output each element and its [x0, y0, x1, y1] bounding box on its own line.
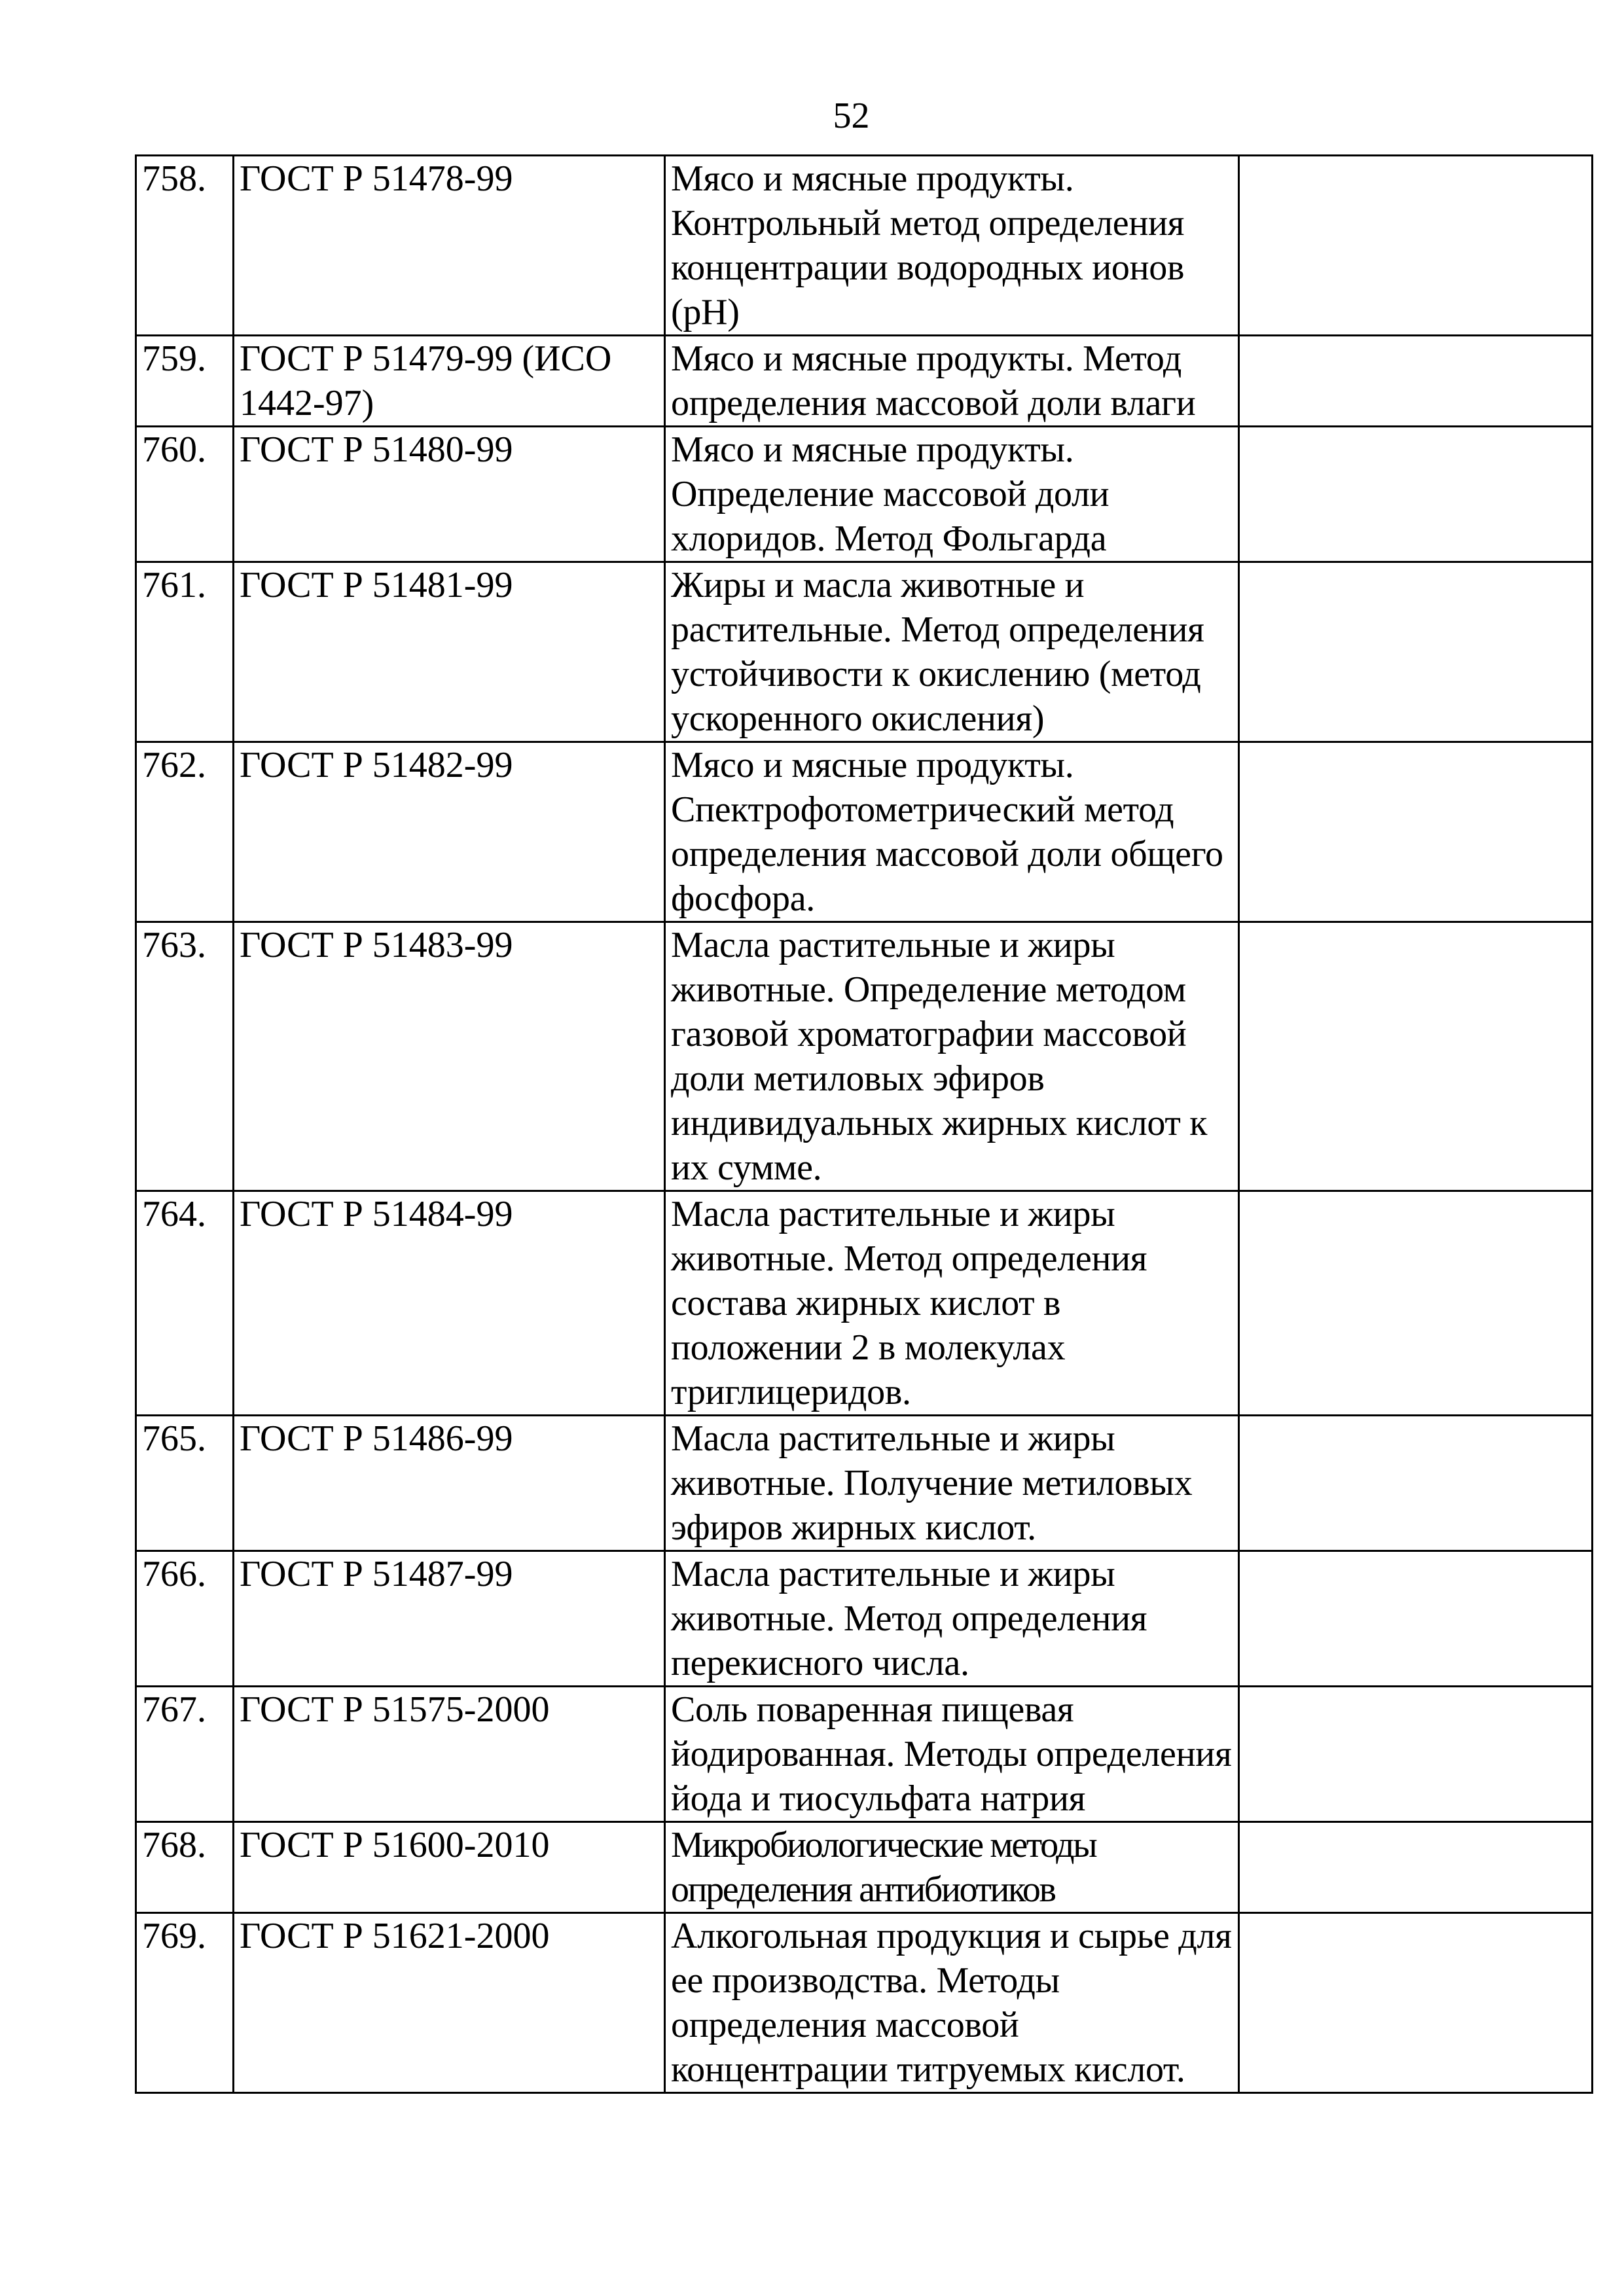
standard-title: Масла растительные и жиры животные. Определение методом газовой хроматографии массовой доли метиловых эфиров индивидуальных жирных кислот к их сумме.: [665, 922, 1239, 1191]
standard-code: ГОСТ Р 51621-2000: [234, 1913, 665, 2093]
standard-code: ГОСТ Р 51479-99 (ИСО 1442-97): [234, 336, 665, 427]
note-cell: [1239, 1551, 1593, 1687]
note-cell: [1239, 427, 1593, 562]
row-number: 761.: [136, 562, 234, 742]
standard-title: Мясо и мясные продукты. Метод определения массовой доли влаги: [665, 336, 1239, 427]
standard-title: Жиры и масла животные и растительные. Метод определения устойчивости к окислению (метод ускоренного окисления): [665, 562, 1239, 742]
row-number: 763.: [136, 922, 234, 1191]
row-number: 767.: [136, 1687, 234, 1822]
note-cell: [1239, 336, 1593, 427]
table-row: [136, 336, 1593, 427]
table-row: [136, 1416, 1593, 1551]
table-row: [136, 922, 1593, 1191]
row-number: 760.: [136, 427, 234, 562]
standard-code: ГОСТ Р 51483-99: [234, 922, 665, 1191]
standard-code: ГОСТ Р 51484-99: [234, 1191, 665, 1416]
row-number: 765.: [136, 1416, 234, 1551]
standard-title: Мясо и мясные продукты. Спектрофотометрический метод определения массовой доли общего фосфора.: [665, 742, 1239, 922]
standard-code: ГОСТ Р 51600-2010: [234, 1822, 665, 1913]
standard-title: Мясо и мясные продукты. Определение массовой доли хлоридов. Метод Фольгарда: [665, 427, 1239, 562]
standard-title: Микробиологические методы определения антибиотиков: [665, 1822, 1239, 1913]
standard-title: Масла растительные и жиры животные. Метод определения состава жирных кислот в положении 2 в молекулах триглицеридов.: [665, 1191, 1239, 1416]
standard-code: ГОСТ Р 51487-99: [234, 1551, 665, 1687]
standard-code: ГОСТ Р 51575-2000: [234, 1687, 665, 1822]
table-row: [136, 1822, 1593, 1913]
table-row: [136, 562, 1593, 742]
note-cell: [1239, 1687, 1593, 1822]
note-cell: [1239, 562, 1593, 742]
note-cell: [1239, 1913, 1593, 2093]
row-number: 759.: [136, 336, 234, 427]
note-cell: [1239, 1822, 1593, 1913]
standard-title: Соль поваренная пищевая йодированная. Методы определения йода и тиосульфата натрия: [665, 1687, 1239, 1822]
table-row: [136, 1687, 1593, 1822]
row-number: 764.: [136, 1191, 234, 1416]
note-cell: [1239, 1191, 1593, 1416]
note-cell: [1239, 1416, 1593, 1551]
standards-table: [135, 154, 1593, 2094]
table-row: [136, 1551, 1593, 1687]
row-number: 758.: [136, 156, 234, 336]
row-number: 768.: [136, 1822, 234, 1913]
table-row: [136, 156, 1593, 336]
note-cell: [1239, 742, 1593, 922]
standard-title: Мясо и мясные продукты. Контрольный метод определения концентрации водородных ионов (pH): [665, 156, 1239, 336]
table-row: [136, 742, 1593, 922]
standard-code: ГОСТ Р 51478-99: [234, 156, 665, 336]
standard-title: Масла растительные и жиры животные. Метод определения перекисного числа.: [665, 1551, 1239, 1687]
note-cell: [1239, 922, 1593, 1191]
standard-title: Масла растительные и жиры животные. Получение метиловых эфиров жирных кислот.: [665, 1416, 1239, 1551]
standard-title: Алкогольная продукция и сырье для ее производства. Методы определения массовой концентрации титруемых кислот.: [665, 1913, 1239, 2093]
standard-code: ГОСТ Р 51482-99: [234, 742, 665, 922]
table-row: [136, 1191, 1593, 1416]
standard-code: ГОСТ Р 51480-99: [234, 427, 665, 562]
row-number: 766.: [136, 1551, 234, 1687]
page-number: 52: [833, 96, 870, 136]
row-number: 762.: [136, 742, 234, 922]
row-number: 769.: [136, 1913, 234, 2093]
table-row: [136, 427, 1593, 562]
table-row: [136, 1913, 1593, 2093]
note-cell: [1239, 156, 1593, 336]
standard-code: ГОСТ Р 51481-99: [234, 562, 665, 742]
standard-code: ГОСТ Р 51486-99: [234, 1416, 665, 1551]
